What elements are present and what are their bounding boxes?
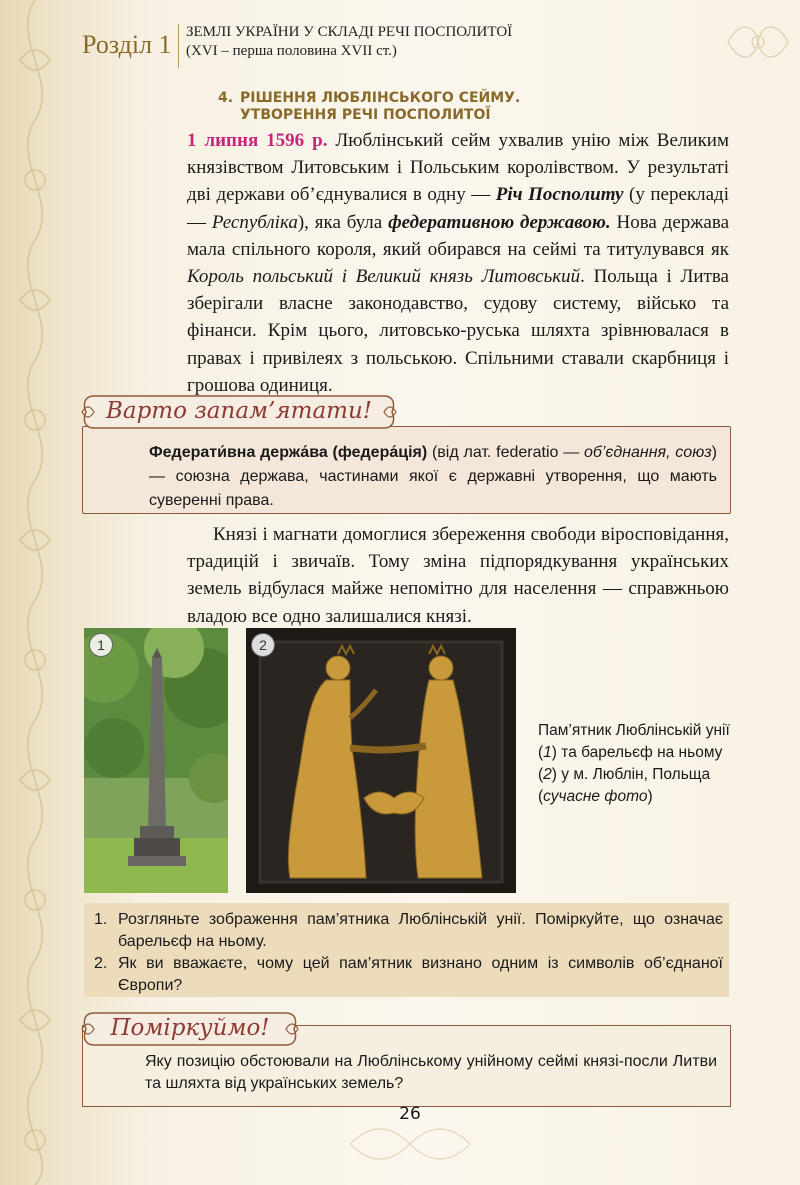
definition-part: (від лат. federatio —: [427, 444, 584, 461]
think-question: Яку позицію обстоювали на Люблінському унійному сеймі князі-посли Литви та шляхта від українських земель?: [145, 1053, 717, 1092]
question-number: 2.: [94, 955, 108, 972]
paragraph-princes: Князі і магнати домоглися збереження свободи віросповідання, традицій і звичаїв. Тому зміна підпорядкування українських земель відбулася майже непомітно для населення — справжньою владою все одно залишалися князі.: [187, 524, 729, 627]
header-corner-ornament: [724, 16, 792, 68]
page-number: 26: [399, 1104, 421, 1124]
page-header: [82, 18, 722, 70]
caption-part: ): [647, 788, 653, 805]
definition-term: Федерати́вна держа́ва (федера́ція): [149, 444, 428, 461]
heading-line1: РІШЕННЯ ЛЮБЛІНСЬКОГО СЕЙМУ.: [240, 90, 521, 106]
caption-part: ) у м. Люблін, Польща (: [538, 766, 711, 805]
question-text: Розгляньте зображення пам’ятника Люблінській унії. Поміркуйте, що означає барельєф на ньому.: [118, 911, 723, 950]
remember-box: [82, 426, 731, 514]
photo-number-1: 1: [89, 633, 113, 657]
union-date: 1 липня 1596 р.: [187, 130, 328, 151]
paragraph-text: Нова держава мала спільного короля, який обирався на сеймі та титулувався як: [187, 211, 729, 260]
term-king-title: Король польський і Великий князь Литовський: [187, 266, 581, 288]
obelisk-photo: [84, 628, 228, 893]
definition-italic: об’єднання, союз: [583, 444, 712, 461]
section-heading: [218, 90, 698, 124]
photo-number-2: 2: [251, 633, 275, 657]
photo-caption: [538, 720, 738, 808]
term-rich-pospolyta: Річ Посполиту: [495, 184, 624, 206]
bas-relief-image: [246, 628, 516, 893]
caption-ref-2: 2: [543, 766, 552, 783]
paragraph-text: . Польща і Литва зберігали власне законодавство, судову систему, військо та фінанси. Крім цього, литовсько-руська шляхта зрівнювалася в правах і привілеях з польською. Спільними ставали скарбниця і грошова одиниця.: [187, 266, 729, 396]
caption-part: Пам’ятник Люблінській унії (: [538, 722, 730, 761]
definition-part: ) — союзна держава, частинами якої є державні утворення, що мають суверенні права.: [149, 444, 717, 509]
header-title-line2: (XVI – перша половина XVII ст.): [186, 43, 397, 59]
think-banner: [80, 1009, 300, 1049]
section-label: Розділ 1: [82, 30, 172, 59]
caption-part: ) та барельєф на ньому (: [538, 744, 723, 783]
obelisk-image: [84, 628, 228, 893]
caption-italic: сучасне фото: [543, 788, 648, 805]
paragraph-text: Люблінський сейм ухвалив унію між Великим князівством Литовським і Польським королівством. У результаті дві держави об’єднувалися в одну —: [187, 130, 729, 206]
remember-banner: [80, 392, 398, 432]
remember-banner-text: Варто запам’ятати!: [105, 398, 373, 424]
bas-relief-photo: [246, 628, 516, 893]
paragraph-union: [187, 127, 729, 399]
term-republic: Республіка: [211, 211, 298, 233]
header-title-line1: ЗЕМЛІ УКРАЇНИ У СКЛАДІ РЕЧІ ПОСПОЛИТОЇ: [186, 24, 513, 40]
bottom-ornament: [340, 1124, 480, 1164]
questions-box: [84, 903, 729, 997]
paragraph-text: (у перекладі —: [187, 184, 729, 233]
question-number: 1.: [94, 911, 108, 928]
heading-line2: УТВОРЕННЯ РЕЧІ ПОСПОЛИТОЇ: [240, 107, 491, 123]
definition-text: [149, 441, 717, 513]
header-title: [186, 23, 512, 61]
header-divider: [178, 24, 179, 68]
question-text: Як ви вважаєте, чому цей пам’ятник визнано одним із символів об’єднаної Європи?: [118, 955, 723, 994]
paragraph-text: ), яка була: [297, 211, 389, 233]
think-banner-text: Поміркуймо!: [110, 1015, 270, 1041]
left-border-ornament: [0, 0, 70, 1185]
caption-ref-1: 1: [543, 744, 552, 761]
heading-number: 4.: [218, 90, 234, 106]
term-federal-state: федеративною державою.: [388, 211, 611, 233]
